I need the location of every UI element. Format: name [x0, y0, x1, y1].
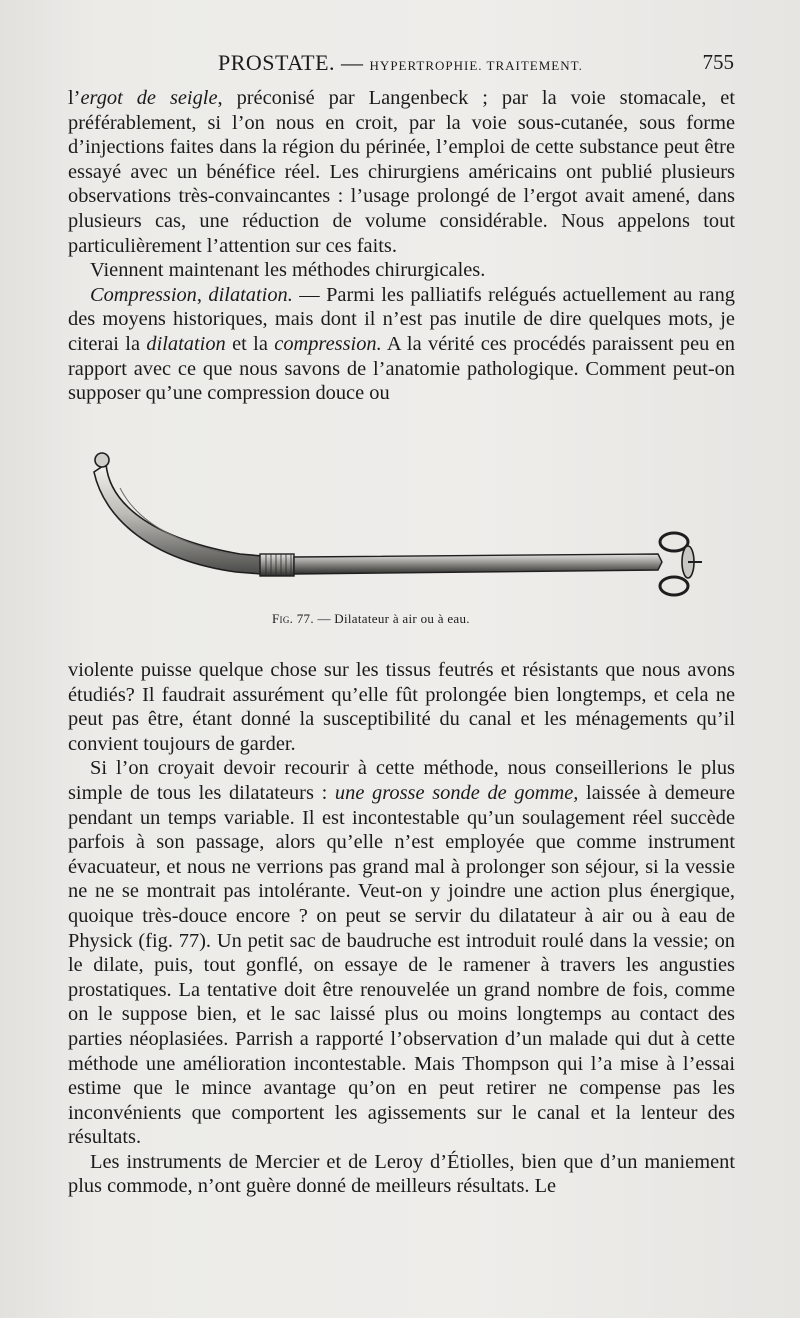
figure-caption-text: — Dilatateur à air ou à eau. — [313, 611, 470, 626]
catheter-tip-knob — [95, 453, 109, 467]
running-title-main: PROSTATE. — [218, 50, 336, 75]
finger-ring-top — [660, 533, 688, 551]
italic-run: ergot de seigle — [80, 87, 218, 109]
text-block-top — [68, 86, 735, 406]
text-run: A la vérité ces procédés paraissent peu en rapport avec ce que nous savons de l’anatomie pathologique. Comment peut-on supposer qu’une compression douce ou — [68, 332, 735, 405]
text-run: , — [196, 283, 209, 306]
paragraph-instruments: Les instruments de Mercier et de Leroy d’Étiolles, bien que d’un maniement plus commode, n’ont guère donné de meilleurs résultats. Le — [68, 1150, 735, 1198]
running-header — [68, 50, 734, 80]
text-run: et la — [225, 332, 275, 355]
finger-ring-bottom — [660, 577, 688, 595]
catheter-stem — [294, 554, 662, 574]
italic-run: compression. — [274, 332, 382, 355]
text-run: Si l’on croyait devoir recourir à cette méthode, nous conseillerions le plus simple de tous les dilatateurs : — [68, 757, 735, 804]
catheter-collar — [260, 554, 294, 576]
text-run: laissée à demeure pendant un temps variable. Il est incontestable qu’un soulagement réel succède parfois à son passage, alors qu’elle n’est employée que comme instrument évacuateur, et nous ne verrions pas grand mal à prolonger son séjour, si la vessie ne ne se montrait pas intolérante. Veut-on y joindre une action plus énergique, quoique très-douce encore ? on peut se servir du dilatateur à air ou à eau de Physick (fig. 77). Un petit sac de baudruche est introduit roulé dans la vessie; on le dilate, puis, tout gonflé, on essaye de le ramener à travers les angusties prostatiques. La tentative doit être renouvelée un grand nombre de fois, comme on le suppose bien, et le sac laissé plus ou moins longtemps au contact des parties néoplasiées. Parrish a rapporté l’observation d’un malade qui dut à cette méthode une amélioration incontestable. Mais Thompson qui l’a mise à l’essai estime que le mince avantage qu’on en peut retirer ne compense pas les inconvénients que comportent les agissements sur le canal et la lenteur des résultats. — [68, 781, 735, 1149]
paragraph-compression — [68, 283, 735, 406]
text-block-bottom — [68, 658, 735, 1199]
catheter-curved-tip — [94, 464, 262, 574]
italic-run: une grosse sonde de gomme, — [334, 781, 579, 804]
running-title-sub: HYPERTROPHIE. TRAITEMENT. — [369, 58, 583, 73]
paragraph-ergot — [68, 86, 735, 258]
dilatateur-illustration — [90, 448, 710, 608]
italic-run: dilatation. — [208, 283, 293, 306]
paragraph-methodes: Viennent maintenant les méthodes chirurgicales. — [90, 259, 486, 282]
running-title-dash: — — [335, 50, 370, 75]
text-run: , préconisé par Langenbeck ; par la voie stomacale, et préférablement, si l’on nous en croit, par la voie sous-cutanée, sous forme d’injections faites dans la région du périnée, l’emploi de cette substance peut être essayé avec un bénéfice réel. Les chirurgiens américains ont publié plusieurs observations très-convaincantes : l’usage prolongé de l’ergot avait amené, dans plusieurs cas, une réduction de volume considérable. Nous appelons tout particulièrement l’attention sur ces faits. — [68, 87, 735, 257]
running-title — [218, 50, 583, 76]
figure-caption — [272, 611, 572, 627]
paragraph-violente: violente puisse quelque chose sur les tissus feutrés et résistants que nous avons étudiés? Il faudrait assurément qu’elle fût prolongée bien longtemps, et cela ne peut pas être, étant donné la susceptibilité du canal et les ménagements qu’il convient toujours de garder. — [68, 659, 735, 755]
figure-number: Fig. 77. — [272, 611, 314, 626]
paragraph-methode — [68, 756, 735, 1150]
italic-run: Compression — [90, 283, 197, 306]
text-run: l’ — [68, 87, 81, 109]
italic-run: dilatation — [146, 332, 226, 355]
text-run: — Parmi les palliatifs relégués actuellement au rang des moyens historiques, mais dont il n’est pas inutile de dire quelques mots, je citerai la — [68, 283, 735, 355]
page-number: 755 — [702, 50, 734, 74]
figure-dilatateur — [90, 448, 710, 608]
